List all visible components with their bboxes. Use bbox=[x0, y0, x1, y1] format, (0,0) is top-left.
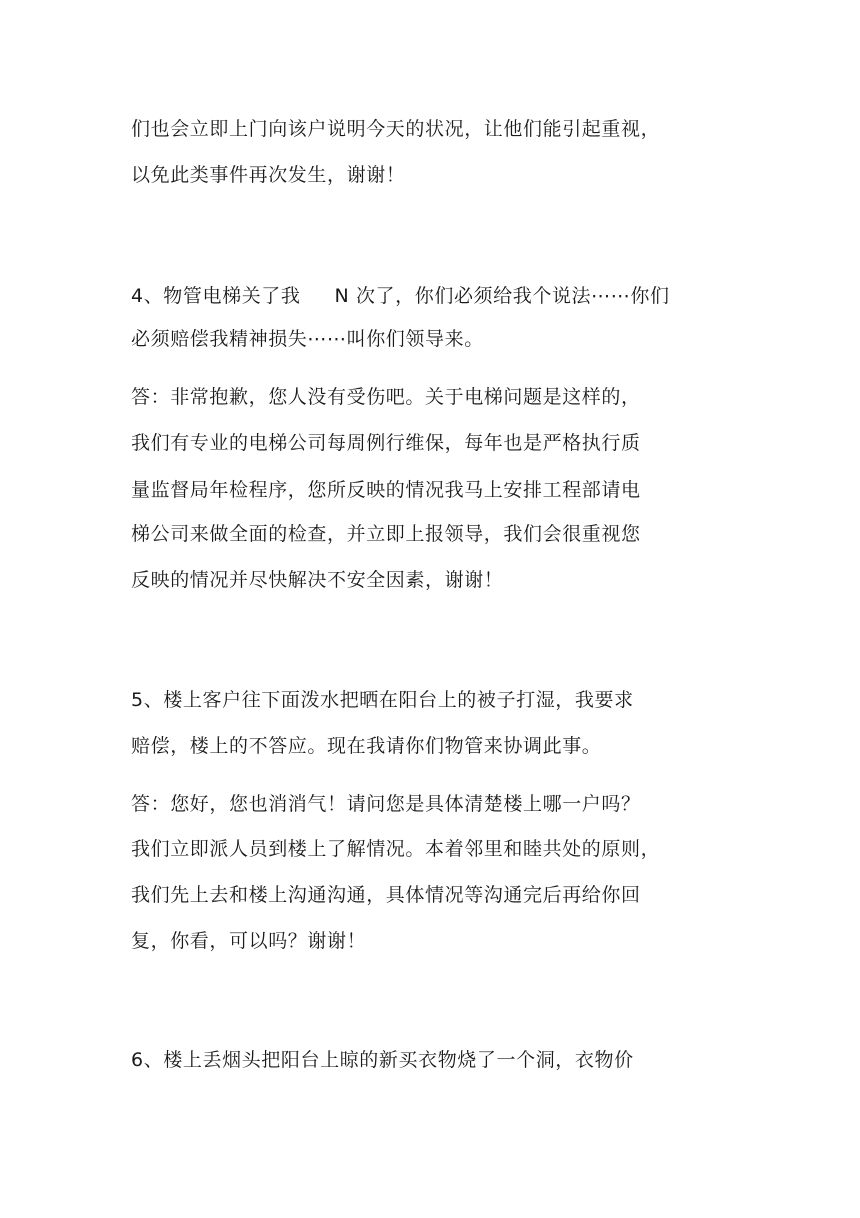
question-4-text-part-a: 4、物管电梯关了我 bbox=[131, 285, 301, 307]
answer-4-line-4: 梯公司来做全面的检查，并立即上报领导，我们会很重视您 bbox=[131, 523, 641, 545]
answer-4-line-2: 我们有专业的电梯公司每周例行维保，每年也是严格执行质 bbox=[131, 432, 641, 454]
question-5-line-1: 5、楼上客户往下面泼水把晒在阳台上的被子打湿，我要求 bbox=[131, 689, 634, 711]
answer-4-line-1: 答：非常抱歉，您人没有受伤吧。关于电梯问题是这样的， bbox=[131, 386, 641, 408]
paragraph-line: 们也会立即上门向该户说明今天的状况，让他们能引起重视， bbox=[131, 118, 661, 140]
paragraph-line: 以免此类事件再次发生，谢谢！ bbox=[131, 164, 406, 186]
answer-5-line-4: 复，你看，可以吗？谢谢！ bbox=[131, 930, 367, 952]
question-4-text-part-b: N 次了，你们必须给我个说法⋯⋯你们 bbox=[334, 285, 670, 307]
question-4-line-1 bbox=[131, 283, 670, 309]
answer-4-line-5: 反映的情况并尽快解决不安全因素，谢谢！ bbox=[131, 569, 504, 591]
question-5-line-2: 赔偿，楼上的不答应。现在我请你们物管来协调此事。 bbox=[131, 735, 602, 757]
question-4-line-2: 必须赔偿我精神损失⋯⋯叫你们领导来。 bbox=[131, 328, 484, 350]
answer-5-line-3: 我们先上去和楼上沟通沟通，具体情况等沟通完后再给你回 bbox=[131, 884, 641, 906]
answer-4-line-3: 量监督局年检程序，您所反映的情况我马上安排工程部请电 bbox=[131, 479, 641, 501]
answer-5-line-1: 答：您好，您也消消气！请问您是具体清楚楼上哪一户吗？ bbox=[131, 793, 641, 815]
question-6-line-1: 6、楼上丢烟头把阳台上晾的新买衣物烧了一个洞，衣物价 bbox=[131, 1049, 634, 1071]
answer-5-line-2: 我们立即派人员到楼上了解情况。本着邻里和睦共处的原则， bbox=[131, 838, 661, 860]
